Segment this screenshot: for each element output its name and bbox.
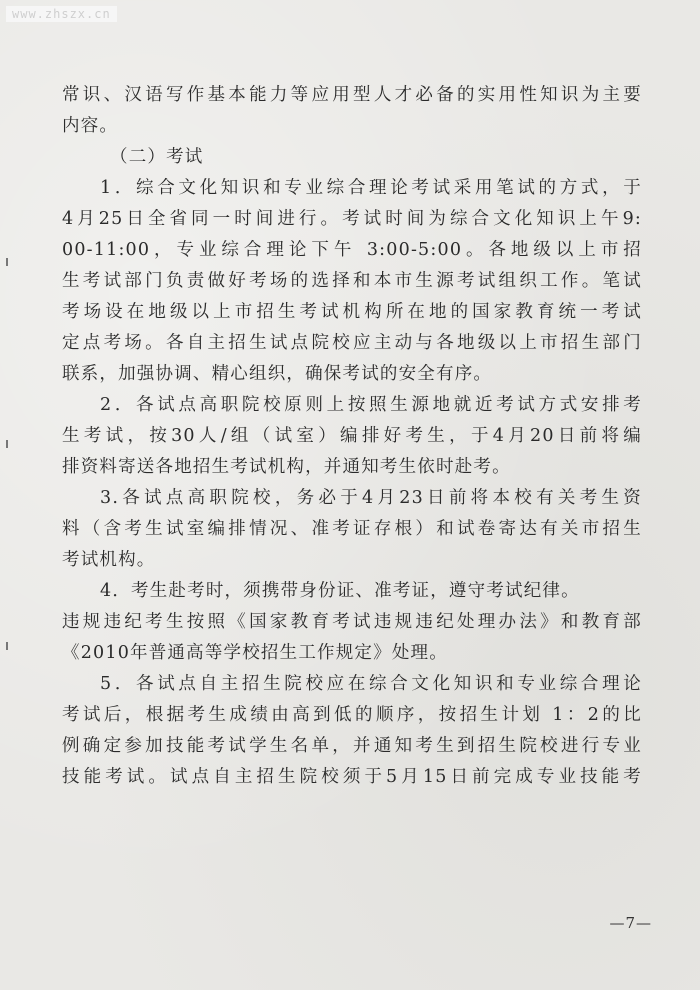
text-line: 考试后，根据考生成绩由高到低的顺序，按招生计划 1：2的比 [62, 705, 642, 725]
text-line: 排资料寄送各地招生考试机构，并通知考生依时赴考。 [62, 457, 511, 477]
text-line: 例确定参加技能考试学生名单，并通知考生到招生院校进行专业 [62, 736, 642, 756]
text-line: 3.各试点高职院校，务必于4月23日前将本校有关考生资 [100, 488, 642, 508]
scan-edge-mark [6, 258, 8, 266]
section-heading: （二）考试 [110, 147, 204, 167]
text-line: 生考试，按30人/组（试室）编排好考生，于4月20日前将编 [62, 426, 642, 446]
text-line: 常识、汉语写作基本能力等应用型人才必备的实用性知识为主要 [62, 85, 642, 105]
text-line: 定点考场。各自主招生试点院校应主动与各地级以上市招生部门 [62, 333, 642, 353]
page-number: —7— [609, 914, 652, 932]
text-line: 技能考试。试点自主招生院校须于5月15日前完成专业技能考 [62, 767, 642, 787]
scan-edge-mark [6, 642, 8, 650]
scan-edge-mark [6, 440, 8, 448]
text-line: 内容。 [62, 116, 119, 136]
text-line: 《2010年普通高等学校招生工作规定》处理。 [62, 643, 448, 663]
text-line: 2．各试点高职院校原则上按照生源地就近考试方式安排考 [100, 395, 642, 415]
document-body [62, 80, 642, 793]
watermark: www.zhszx.cn [6, 6, 117, 22]
text-line: 考场设在地级以上市招生考试机构所在地的国家教育统一考试 [62, 302, 642, 322]
text-line: 4月25日全省同一时间进行。考试时间为综合文化知识上午9: [62, 209, 642, 229]
text-line: 生考试部门负责做好考场的选择和本市生源考试组织工作。笔试 [62, 271, 642, 291]
text-line: 联系，加强协调、精心组织，确保考试的安全有序。 [62, 364, 493, 384]
text-line: 00-11:00，专业综合理论下午 3:00-5:00。各地级以上市招 [62, 240, 642, 260]
text-line: 违规违纪考生按照《国家教育考试违规违纪处理办法》和教育部 [62, 612, 642, 632]
text-line: 料（含考生试室编排情况、准考证存根）和试卷寄达有关市招生 [62, 519, 642, 539]
text-line: 4．考生赴考时，须携带身份证、准考证，遵守考试纪律。 [100, 581, 580, 601]
text-line: 1．综合文化知识和专业综合理论考试采用笔试的方式，于 [100, 178, 642, 198]
text-line: 5．各试点自主招生院校应在综合文化知识和专业综合理论 [100, 674, 642, 694]
text-line: 考试机构。 [62, 550, 156, 570]
